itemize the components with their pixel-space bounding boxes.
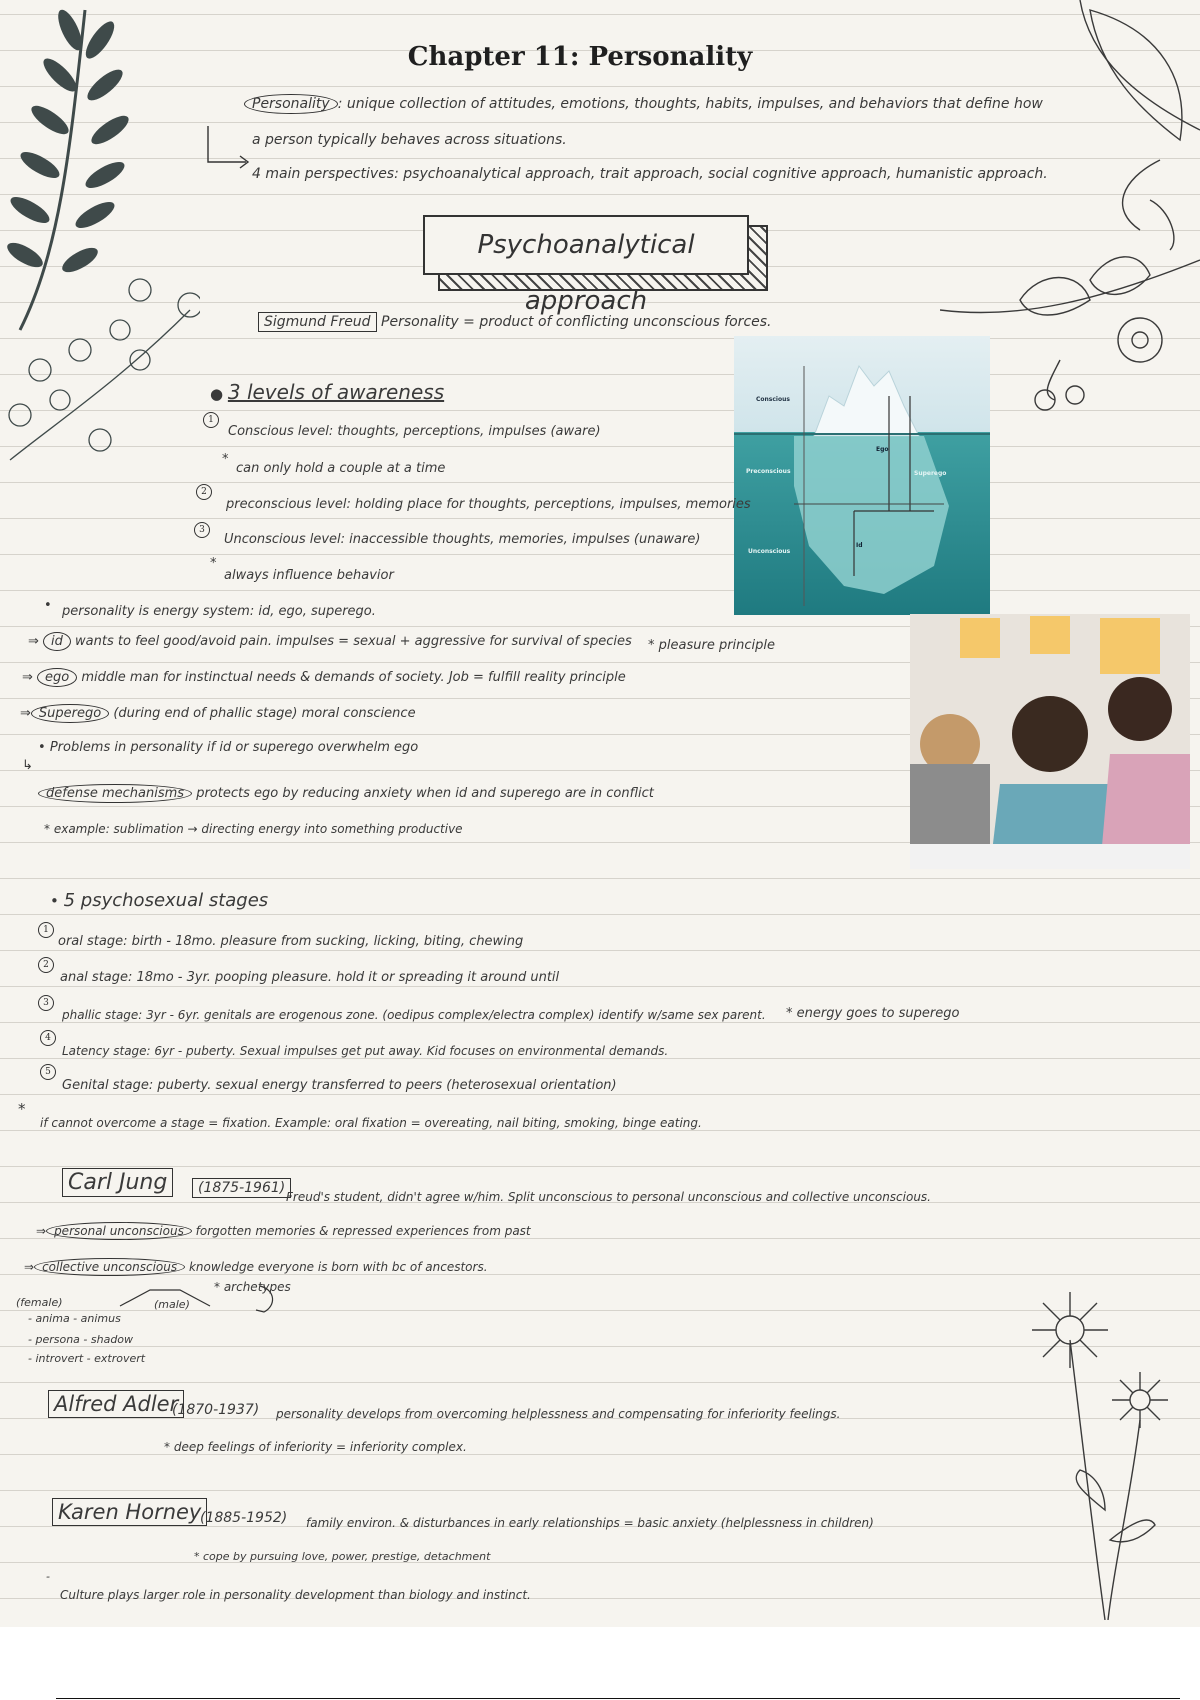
daisy-illustration <box>1010 1280 1200 1620</box>
ruled-line <box>0 1130 1200 1131</box>
number-2-marker: 2 <box>196 484 212 500</box>
ruled-line <box>0 482 1200 483</box>
ruled-line <box>0 950 1200 951</box>
students-photo <box>910 614 1190 869</box>
preconscious-level: preconscious level: holding place for thoughts, perceptions, impulses, memories <box>226 497 751 512</box>
superego-term: Superego <box>31 704 109 723</box>
freud-name: Sigmund Freud <box>258 312 377 332</box>
problems-line: • Problems in personality if id or superego overwhelm ego <box>38 740 419 755</box>
jung-name-box <box>62 1168 173 1197</box>
id-text: wants to feel good/avoid pain. impulses = sexual + aggressive for survival of species <box>75 634 632 649</box>
ego-text: middle man for instinctual needs & demands of society. Job = fulfill <box>81 670 521 685</box>
collective-unconscious-line: ⇒ collective unconscious knowledge everyone is born with bc of ancestors. <box>24 1260 488 1274</box>
section-heading-psychoanalytical: Psychoanalytical approach <box>423 215 749 275</box>
culture-line: Culture plays larger role in personality development than biology and instinct. <box>60 1588 531 1602</box>
horney-name: Karen Horney <box>52 1498 207 1526</box>
personal-unconscious-text: forgotten memories & repressed experiences from past <box>195 1224 531 1238</box>
number-3-marker: 3 <box>38 995 54 1011</box>
number-1-marker: 1 <box>38 922 54 938</box>
reality-principle: reality principle <box>524 670 626 685</box>
stages-heading: • 5 psychosexual stages <box>50 890 269 911</box>
ruled-line <box>0 1166 1200 1167</box>
page-divider <box>56 1698 1180 1699</box>
superego-text: (during end of phallic stage) moral conscience <box>113 706 416 721</box>
adler-name: Alfred Adler <box>48 1390 184 1418</box>
personality-definition-text: : unique collection of attitudes, emotions, thoughts, habits, impulses, and behaviors that define how <box>337 96 1043 112</box>
star-marker: * <box>222 452 229 467</box>
defense-line <box>38 784 654 803</box>
horney-years: (1885-1952) <box>200 1510 288 1526</box>
iceberg-label-conscious: Conscious <box>756 396 790 403</box>
adler-note: * deep feelings of inferiority = inferiority complex. <box>164 1440 467 1454</box>
iceberg-label-id: Id <box>856 542 863 549</box>
pleasure-principle: * pleasure principle <box>648 638 776 653</box>
personality-definition-line-1 <box>244 94 1043 114</box>
latency-stage: Latency stage: 6yr - puberty. Sexual impulses get put away. Kid focuses on environmental demands. <box>62 1044 669 1058</box>
iceberg-label-superego: Superego <box>914 470 947 477</box>
freud-line <box>258 312 772 332</box>
adler-text: personality develops from overcoming helplessness and compensating for inferiority feelings. <box>276 1407 841 1421</box>
archetype-pair-3: - introvert - extrovert <box>28 1352 146 1365</box>
personal-unconscious-term: personal unconscious <box>46 1222 192 1240</box>
leaf-branch-illustration <box>0 0 200 480</box>
jung-name: Carl Jung <box>62 1168 173 1197</box>
phallic-stage: phallic stage: 3yr - 6yr. genitals are erogenous zone. (oedipus complex/electra complex) identify w/same sex parent. <box>62 1008 766 1022</box>
jung-text: Freud's student, didn't agree w/him. Split unconscious to personal unconscious and collective unconscious. <box>286 1190 931 1204</box>
fixation-line: if cannot overcome a stage = fixation. Example: oral fixation = overeating, nail biting, smoking, binge eating. <box>40 1116 702 1130</box>
unconscious-note: always influence behavior <box>224 568 394 583</box>
energy-system-line: personality is energy system: id, ego, superego. <box>62 604 376 619</box>
ego-line: ⇒ ego middle man for instinctual needs & demands of society. Job = fulfill reality principle <box>22 670 626 685</box>
adler-name-box <box>48 1390 184 1418</box>
personality-term: Personality <box>244 94 338 114</box>
freud-note: Personality = product of conflicting unconscious forces. <box>381 314 772 330</box>
ruled-line <box>0 590 1200 591</box>
superego-line: ⇒ Superego (during end of phallic stage) moral conscience <box>20 706 416 721</box>
number-2-marker: 2 <box>38 957 54 973</box>
number-5-marker: 5 <box>40 1064 56 1080</box>
female-label: (female) <box>16 1296 63 1309</box>
iceberg-label-unconscious: Unconscious <box>748 548 791 555</box>
phallic-note: * energy goes to superego <box>786 1006 960 1021</box>
bracket-arrow-icon <box>200 124 260 174</box>
defense-text: protects ego by reducing anxiety when id and superego are in conflict <box>196 786 654 801</box>
ruled-line <box>0 878 1200 879</box>
number-1-marker: 1 <box>203 412 219 428</box>
unconscious-level: Unconscious level: inaccessible thoughts, memories, impulses (unaware) <box>224 532 701 547</box>
sublimation-example: * example: sublimation → directing energy into something productive <box>44 822 463 836</box>
ruled-line <box>0 914 1200 915</box>
ruled-line <box>0 1094 1200 1095</box>
id-term: id <box>43 632 71 651</box>
number-3-marker: 3 <box>194 522 210 538</box>
male-label: (male) <box>154 1298 190 1311</box>
bracket-arrow-icon: ↳ <box>22 758 33 773</box>
genital-stage: Genital stage: puberty. sexual energy transferred to peers (heterosexual orientation) <box>62 1078 617 1093</box>
archetype-pair-1: - anima - animus <box>28 1312 121 1325</box>
anal-stage: anal stage: 18mo - 3yr. pooping pleasure. hold it or spreading it around until <box>60 970 560 985</box>
defense-term: defense mechanisms <box>38 784 192 803</box>
page-title: Chapter 11: Personality <box>407 42 753 72</box>
ruled-line <box>0 1022 1200 1023</box>
ruled-line <box>0 1058 1200 1059</box>
ruled-line <box>0 518 1200 519</box>
adler-years: (1870-1937) <box>172 1402 260 1418</box>
main-perspectives: 4 main perspectives: psychoanalytical approach, trait approach, social cognitive approach, humanistic approach. <box>252 166 1048 182</box>
ego-term: ego <box>37 668 77 687</box>
oral-stage: oral stage: birth - 18mo. pleasure from sucking, licking, biting, chewing <box>58 934 524 949</box>
star-marker: * <box>210 556 217 571</box>
personality-definition-line-2: a person typically behaves across situations. <box>252 132 567 148</box>
archetype-pair-2: - persona - shadow <box>28 1333 134 1346</box>
jung-years: (1875-1961) <box>192 1178 291 1198</box>
bullet-marker: • <box>44 598 52 613</box>
iceberg-label-preconscious: Preconscious <box>746 468 791 475</box>
conscious-note: can only hold a couple at a time <box>236 461 446 476</box>
number-4-marker: 4 <box>40 1030 56 1046</box>
conscious-level: Conscious level: thoughts, perceptions, impulses (aware) <box>228 424 601 439</box>
id-line: ⇒ id wants to feel good/avoid pain. impulses = sexual + aggressive for survival of species <box>28 634 632 649</box>
iceberg-label-ego: Ego <box>876 446 889 453</box>
ruled-line <box>0 986 1200 987</box>
dash-marker: - <box>46 1570 50 1583</box>
archetypes-note: * archetypes <box>214 1280 291 1294</box>
star-marker: * <box>18 1100 26 1118</box>
collective-unconscious-text: knowledge everyone is born with bc of ancestors. <box>188 1260 488 1274</box>
horney-name-box <box>52 1498 207 1526</box>
iceberg-diagram-image <box>734 336 990 615</box>
ruled-line <box>0 554 1200 555</box>
horney-text: family environ. & disturbances in early relationships = basic anxiety (helplessness in children) <box>306 1516 874 1530</box>
awareness-heading: ● 3 levels of awareness <box>210 380 445 404</box>
collective-unconscious-term: collective unconscious <box>34 1258 185 1276</box>
personal-unconscious-line: ⇒ personal unconscious forgotten memories & repressed experiences from past <box>36 1224 531 1238</box>
horney-note: * cope by pursuing love, power, prestige, detachment <box>194 1550 491 1563</box>
